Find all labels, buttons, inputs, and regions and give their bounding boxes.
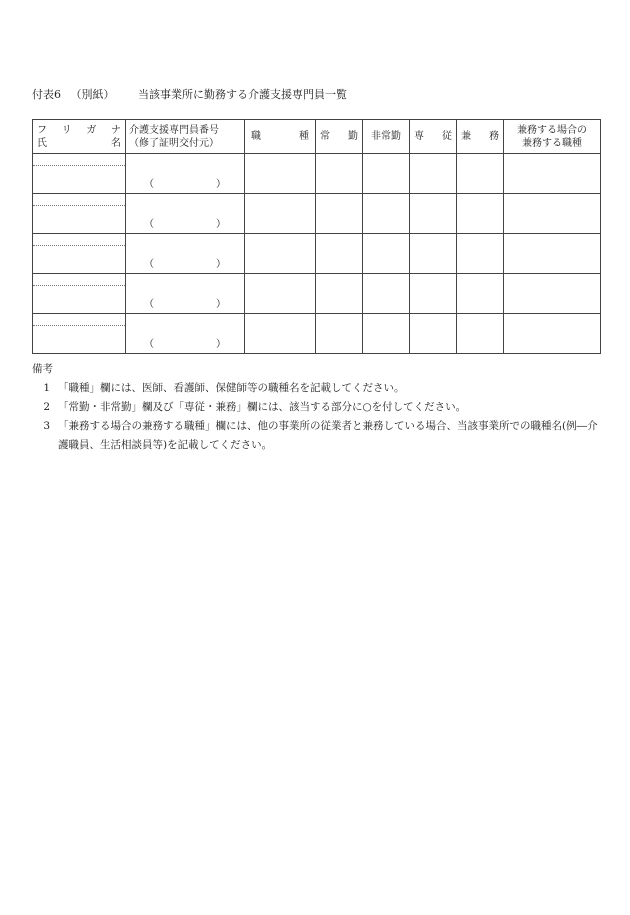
paren-open: （ (144, 259, 154, 270)
header-concurrent: 兼 務 (457, 120, 504, 154)
header-certificate-number: 介護支援専門員番号 （修了証明交付元） (126, 120, 245, 154)
paren-open: （ (144, 179, 154, 190)
dedicated-cell[interactable] (410, 314, 457, 354)
paren-close: ） (216, 179, 226, 190)
form-label: 付表6 (32, 88, 61, 101)
part-time-cell[interactable] (363, 154, 410, 194)
part-time-cell[interactable] (363, 234, 410, 274)
job-type-cell[interactable] (245, 314, 316, 354)
certificate-number-cell[interactable] (126, 194, 245, 234)
paren-open: （ (144, 219, 154, 230)
header-name: フ リ ガ ナ 氏 名 (33, 120, 126, 154)
table-row (33, 274, 601, 314)
part-time-cell[interactable] (363, 274, 410, 314)
dedicated-cell[interactable] (410, 234, 457, 274)
header-part-time: 非常勤 (363, 120, 410, 154)
concurrent-cell[interactable] (457, 234, 504, 274)
header-concurrent-job-type: 兼務する場合の 兼務する職種 (504, 120, 601, 154)
table-row (33, 154, 601, 194)
paren-close: ） (216, 339, 226, 350)
concurrent-cell[interactable] (457, 274, 504, 314)
concurrent-job-type-cell[interactable] (504, 234, 601, 274)
name-cell[interactable] (33, 234, 126, 274)
certificate-number-cell[interactable] (126, 274, 245, 314)
name-cell[interactable] (33, 154, 126, 194)
full-time-cell[interactable] (316, 314, 363, 354)
care-manager-roster-table (32, 119, 601, 354)
header-dedicated: 専 従 (410, 120, 457, 154)
concurrent-job-type-cell[interactable] (504, 274, 601, 314)
table-header-row (33, 120, 601, 154)
paren-close: ） (216, 219, 226, 230)
name-cell[interactable] (33, 274, 126, 314)
dedicated-cell[interactable] (410, 274, 457, 314)
notes-section (32, 360, 607, 455)
concurrent-cell[interactable] (457, 154, 504, 194)
certificate-number-cell[interactable] (126, 234, 245, 274)
document-title: 当該事業所に勤務する介護支援専門員一覧 (138, 88, 347, 101)
paren-close: ） (216, 299, 226, 310)
certificate-number-cell[interactable] (126, 154, 245, 194)
job-type-cell[interactable] (245, 154, 316, 194)
name-cell[interactable] (33, 314, 126, 354)
certificate-number-cell[interactable] (126, 314, 245, 354)
full-time-cell[interactable] (316, 194, 363, 234)
full-time-cell[interactable] (316, 234, 363, 274)
form-sub-label: （別紙） (70, 88, 115, 101)
document-title-row (32, 86, 347, 102)
note-item: 1 「職種」欄には、医師、看護師、保健師等の職種名を記載してください。 (43, 382, 405, 394)
dedicated-cell[interactable] (410, 194, 457, 234)
table-row (33, 314, 601, 354)
header-full-time: 常 勤 (316, 120, 363, 154)
job-type-cell[interactable] (245, 194, 316, 234)
part-time-cell[interactable] (363, 194, 410, 234)
paren-close: ） (216, 259, 226, 270)
header-job-type: 職 種 (245, 120, 316, 154)
table-row (33, 194, 601, 234)
notes-heading: 備考 (32, 363, 53, 375)
concurrent-cell[interactable] (457, 194, 504, 234)
paren-open: （ (144, 299, 154, 310)
note-item: 3 「兼務する場合の兼務する職種」欄には、他の事業所の従業者と兼務している場合、当該事業所での職種名(例―介護職員、生活相談員等)を記載してください。 (43, 420, 598, 451)
dedicated-cell[interactable] (410, 154, 457, 194)
full-time-cell[interactable] (316, 154, 363, 194)
concurrent-job-type-cell[interactable] (504, 194, 601, 234)
concurrent-cell[interactable] (457, 314, 504, 354)
paren-open: （ (144, 339, 154, 350)
table-row (33, 234, 601, 274)
concurrent-job-type-cell[interactable] (504, 154, 601, 194)
note-item: 2 「常勤・非常勤」欄及び「専従・兼務」欄には、該当する部分に○を付してください。 (43, 401, 467, 413)
part-time-cell[interactable] (363, 314, 410, 354)
concurrent-job-type-cell[interactable] (504, 314, 601, 354)
name-cell[interactable] (33, 194, 126, 234)
full-time-cell[interactable] (316, 274, 363, 314)
job-type-cell[interactable] (245, 274, 316, 314)
job-type-cell[interactable] (245, 234, 316, 274)
